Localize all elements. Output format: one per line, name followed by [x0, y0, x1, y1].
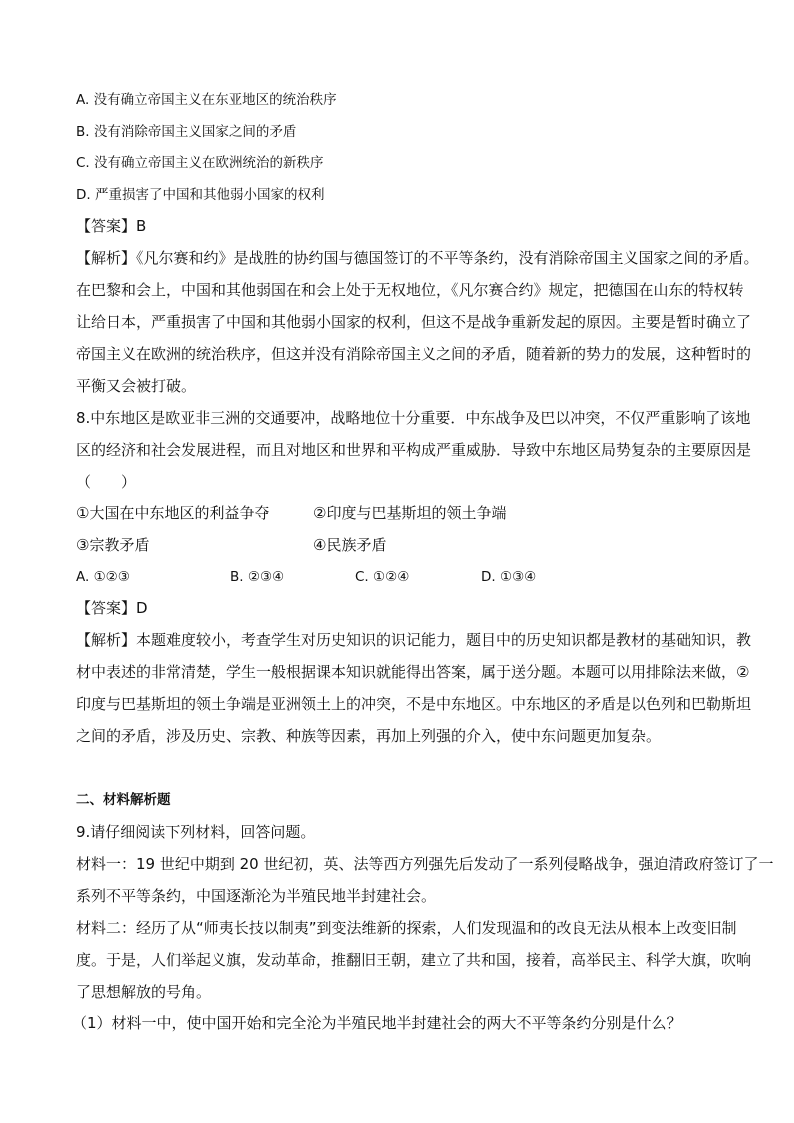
q9-subquestion-1: （1）材料一中，使中国开始和完全沦为半殖民地半封建社会的两大不平等条约分别是什么？ [72, 1014, 682, 1032]
q7-option-b: B. 没有消除帝国主义国家之间的矛盾 [76, 124, 297, 140]
q8-stem-line-2: 区的经济和社会发展进程，而且对地区和世界和平构成严重威胁．导致中东地区局势复杂的主要原因是 [76, 441, 752, 459]
q8-choice-c: C. ①②④ [355, 569, 410, 585]
q9-material-1-line-1: 材料一：19 世纪中期到 20 世纪初，英、法等西方列强先后发动了一系列侵略战争，强迫清政府签订了一 [76, 855, 774, 873]
q8-analysis-line-3: 印度与巴基斯坦的领土争端是亚洲领土上的冲突，不是中东地区。中东地区的矛盾是以色列和巴勒斯坦 [76, 695, 752, 713]
q7-analysis-line-1: 【解析】《凡尔赛和约》是战胜的协约国与德国签订的不平等条约，没有消除帝国主义国家之间的矛盾。 [76, 249, 759, 267]
q7-option-d: D. 严重损害了中国和其他弱小国家的权利 [76, 187, 325, 203]
q9-material-1-line-2: 系列不平等条约，中国逐渐沦为半殖民地半封建社会。 [76, 887, 437, 905]
q8-choice-b: B. ②③④ [230, 569, 285, 585]
q7-analysis-line-5: 平衡又会被打破。 [76, 377, 197, 395]
q7-answer: 【答案】B [76, 217, 147, 235]
q8-analysis-line-1: 【解析】本题难度较小，考查学生对历史知识的识记能力，题目中的历史知识都是教材的基础知识，教 [76, 631, 752, 649]
q7-analysis-label: 【解析】 [76, 249, 137, 267]
q8-stem-line-1: 8.中东地区是欧亚非三洲的交通要冲，战略地位十分重要．中东战争及巴以冲突，不仅严重影响了该地 [76, 409, 751, 427]
q9-stem: 9.请仔细阅读下列材料，回答问题。 [76, 823, 316, 841]
section-heading: 二、材料解析题 [76, 792, 171, 808]
q7-analysis-line-3: 让给日本，严重损害了中国和其他弱小国家的权利，但这不是战争重新发起的原因。主要是暂时确立了 [76, 313, 752, 331]
q7-analysis-line-2: 在巴黎和会上，中国和其他弱国在和会上处于无权地位，《凡尔赛合约》规定，把德国在山东的特权转 [76, 281, 744, 299]
q8-choice-d: D. ①③④ [481, 569, 537, 585]
q8-item-4: ④民族矛盾 [313, 536, 387, 554]
q8-item-1: ①大国在中东地区的利益争夺 [76, 504, 270, 522]
q8-stem-line-3: （ ） [76, 473, 137, 491]
q7-option-a: A. 没有确立帝国主义在东亚地区的统治秩序 [76, 92, 337, 108]
q8-answer: 【答案】D [76, 599, 148, 617]
q9-material-2-line-1: 材料二：经历了从“师夷长技以制夷”到变法维新的探索，人们发现温和的改良无法从根本上改变旧制 [76, 919, 737, 937]
q8-item-3: ③宗教矛盾 [76, 536, 150, 554]
q8-analysis-label: 【解析】 [76, 631, 137, 649]
q7-option-c: C. 没有确立帝国主义在欧洲统治的新秩序 [76, 155, 324, 171]
q8-analysis-line-4: 之间的矛盾，涉及历史、宗教、种族等因素，再加上列强的介入，使中东问题更加复杂。 [76, 727, 662, 745]
q9-material-2-line-2: 度。于是，人们举起义旗，发动革命，推翻旧王朝，建立了共和国，接着，高举民主、科学大旗，吹响 [76, 951, 752, 969]
q8-choice-a: A. ①②③ [76, 569, 130, 585]
q7-analysis-line-4: 帝国主义在欧洲的统治秩序，但这并没有消除帝国主义之间的矛盾，随着新的势力的发展，这种暂时的 [76, 345, 752, 363]
q8-item-2: ②印度与巴基斯坦的领土争端 [313, 504, 507, 522]
q9-material-2-line-3: 了思想解放的号角。 [76, 983, 212, 1001]
q8-analysis-line-2: 材中表述的非常清楚，学生一般根据课本知识就能得出答案，属于送分题。本题可以用排除法来做，② [76, 663, 750, 681]
